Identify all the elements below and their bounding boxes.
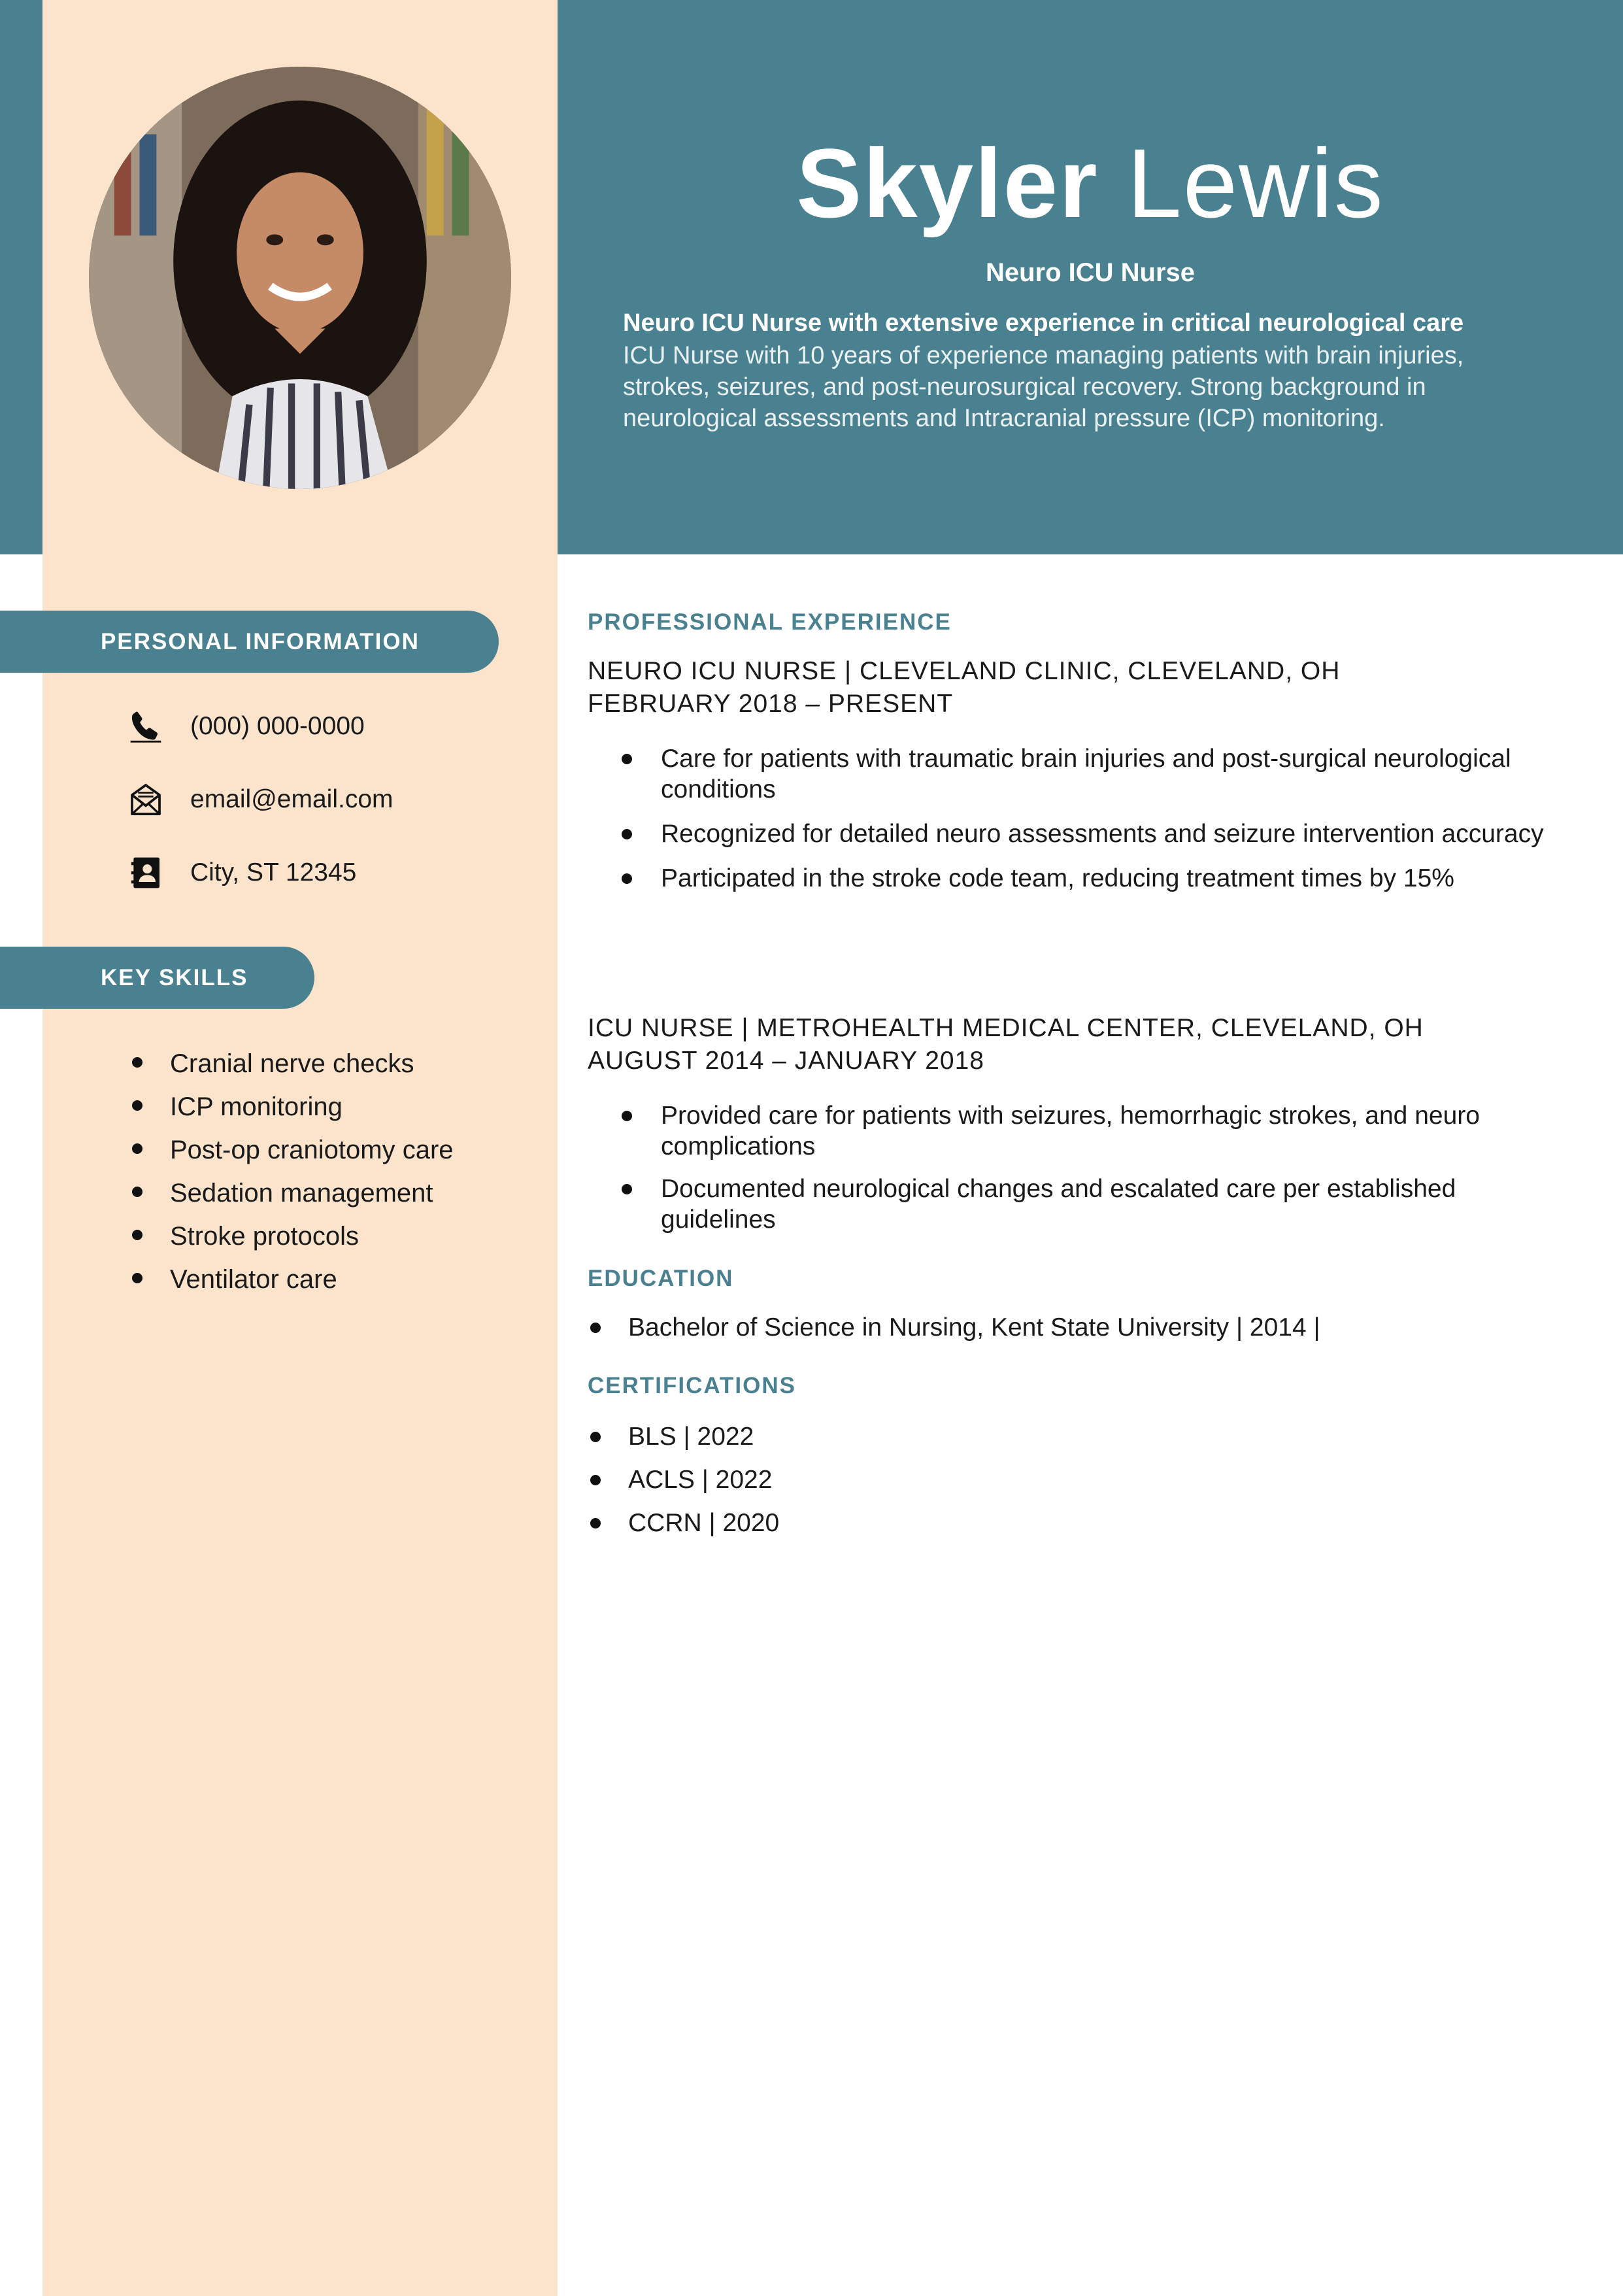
job-dates: AUGUST 2014 – JANUARY 2018 <box>588 1047 984 1075</box>
job-bullets <box>588 1100 1568 1247</box>
education-heading: EDUCATION <box>588 1266 734 1291</box>
job-title-line: ICU NURSE | METROHEALTH MEDICAL CENTER, CLEVELAND, OH <box>588 1014 1424 1042</box>
key-skills-heading: KEY SKILLS <box>0 947 314 1009</box>
contact-address <box>127 853 356 892</box>
summary-body: ICU Nurse with 10 years of experience managing patients with brain injuries, strokes, seizures, and post-neurosurgical recovery. Strong background in neurological assessments and Intracranial pressure (ICP) monitoring. <box>623 342 1464 432</box>
envelope-icon <box>127 781 164 818</box>
address-book-icon <box>127 854 164 891</box>
skill-item: Cranial nerve checks <box>124 1042 454 1085</box>
job-bullet: Participated in the stroke code team, reducing treatment times by 15% <box>588 863 1568 894</box>
job-header <box>588 1012 1424 1077</box>
certification-item: CCRN | 2020 <box>588 1502 779 1545</box>
email-address: email@email.com <box>190 785 393 813</box>
profile-photo-illustration <box>89 67 511 489</box>
summary <box>623 307 1525 434</box>
job-bullet: Provided care for patients with seizures, hemorrhagic strokes, and neuro complications <box>588 1100 1568 1162</box>
contact-phone <box>127 707 365 746</box>
profile-photo <box>89 67 511 489</box>
skill-item: Sedation management <box>124 1172 454 1215</box>
education-list <box>588 1306 1320 1349</box>
candidate-name <box>558 121 1623 245</box>
skill-item: Post-op craniotomy care <box>124 1128 454 1172</box>
job-title: Neuro ICU Nurse <box>985 258 1196 287</box>
summary-headline: Neuro ICU Nurse with extensive experience in critical neurological care <box>623 309 1464 337</box>
contact-email <box>127 780 393 819</box>
city-state-zip: City, ST 12345 <box>190 858 357 886</box>
job-title-line: NEURO ICU NURSE | CLEVELAND CLINIC, CLEVELAND, OH <box>588 657 1341 685</box>
key-skills-list <box>124 1042 454 1301</box>
phone-number: (000) 000-0000 <box>190 712 365 740</box>
education-item: Bachelor of Science in Nursing, Kent State University | 2014 | <box>588 1306 1320 1349</box>
first-name: Skyler <box>796 128 1099 238</box>
certifications-heading: CERTIFICATIONS <box>588 1373 797 1398</box>
job-bullet: Recognized for detailed neuro assessments and seizure intervention accuracy <box>588 819 1568 849</box>
certification-item: ACLS | 2022 <box>588 1459 779 1502</box>
job-bullets <box>588 743 1568 907</box>
skill-item: Ventilator care <box>124 1258 454 1301</box>
certifications-list <box>588 1415 779 1545</box>
last-name: Lewis <box>1127 128 1384 238</box>
skill-item: Stroke protocols <box>124 1215 454 1258</box>
job-bullet: Documented neurological changes and escalated care per established guidelines <box>588 1173 1568 1235</box>
certification-item: BLS | 2022 <box>588 1415 779 1459</box>
job-dates: FEBRUARY 2018 – PRESENT <box>588 690 954 718</box>
professional-experience-heading: PROFESSIONAL EXPERIENCE <box>588 609 952 635</box>
skill-item: ICP monitoring <box>124 1085 454 1128</box>
job-header <box>588 655 1340 720</box>
personal-information-heading: PERSONAL INFORMATION <box>0 611 499 673</box>
phone-icon <box>127 708 164 745</box>
job-bullet: Care for patients with traumatic brain injuries and post-surgical neurological conditions <box>588 743 1568 805</box>
